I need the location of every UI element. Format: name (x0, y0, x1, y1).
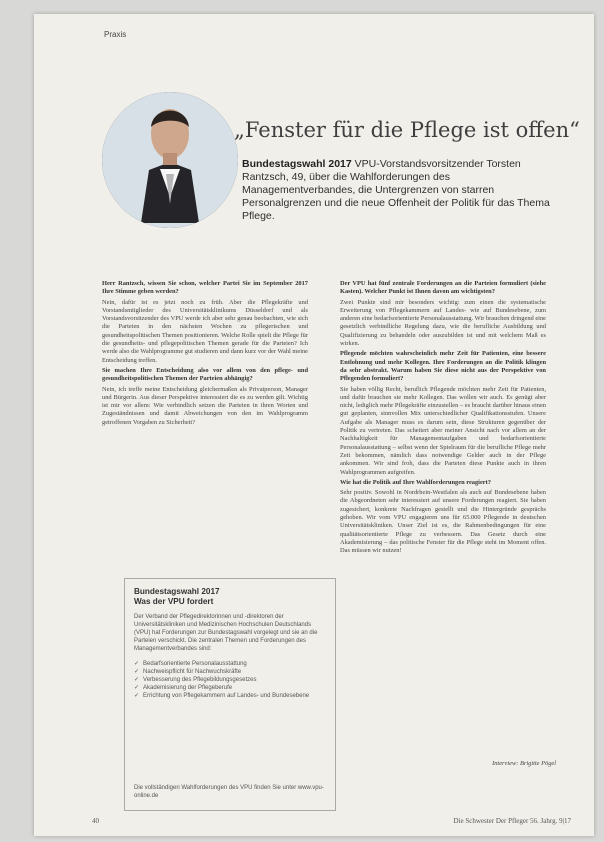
publication-info: Die Schwester Der Pfleger 56. Jahrg. 9|17 (453, 817, 571, 825)
right-article-column (340, 280, 546, 558)
page (34, 14, 594, 836)
requirement-item: ✓ Akademisierung der Pflegeberufe (134, 684, 326, 692)
requirements-list (134, 660, 326, 700)
box-body: Der Verband der Pflegedirektorinnen und -direktoren der Universitätskliniken und Medizinischen Hochschulen Deutschlands (VPU) hat Forderungen zur Bundestagswahl vorgelegt und sie an die Parteien verschickt. Die zentralen Themen und Forderungen des Managementverbandes sind: (134, 614, 318, 652)
requirement-item: ✓ Errichtung von Pflegekammern auf Landes- und Bundesebene (134, 692, 326, 700)
answer-3: Zwei Punkte sind mir besonders wichtig: zum einen die systematische Erweiterung von Pflegekammern auf Landes- wie auf Bundesebene, zum anderen eine bedarfsorientierte Personalausstattung. Wir brauchen dringend eine gesetzlich verbindliche Regelung dazu, wie die berufliche Ausbildung und Qualifizierung zu behandeln oder auszubilden ist und mit welchem Maß es wirken. (340, 298, 546, 348)
intro-text (242, 158, 560, 223)
requirement-item: ✓ Bedarfsorientierte Personalausstattung (134, 660, 326, 668)
left-article-column (102, 280, 308, 429)
requirement-item: ✓ Verbesserung des Pflegebildungsgesetzes (134, 676, 326, 684)
answer-4: Sie haben völlig Recht, beruflich Pflegende möchten mehr Zeit für Patienten, und dafür brauchen sie mehr Kollegen. Das wollen wir auch. Es genügt aber nicht, lediglich mehr Pflegekräfte einzustellen – es braucht darüber hinaus einen gut geplanten, sinnvollen Mix unterschiedlicher Qualifikationsstufen. Unsere Aufgabe als Manager muss es darum sein, diese Strukturen gegenüber der Politik zu vertreten. Das scheitert aber meiner Ansicht nach vor allem an der Nachhaltigkeit für Managementaufgaben und bedarfsorientierte Personalausstattung – selbst wenn der Spielraum für die berufliche Pflege mehr Zeit bekommen, nämlich dass notwendige Gelder auch in der Pflege ankommen. Wir sind froh, dass die Parteien diese Punkte auch in ihren Wahlprogrammen aufgreifen. (340, 385, 546, 476)
box-footer: Die vollständigen Wahlforderungen des VPU finden Sie unter www.vpu-online.de (134, 785, 324, 799)
question-5: Wie hat die Politik auf Ihre Wahlforderungen reagiert? (340, 478, 491, 486)
sidebar-box (124, 578, 336, 811)
answer-1: Nein, dafür ist es jetzt noch zu früh. Aber die Pflegekräfte und Vorstandsmitglieder des Universitätsklinikums Düsseldorf und als Vorstandsvorsitzender des VPU werde ich aber sehr genau beobachten, wie sich die Parteien in den nächsten Wochen zu pflegerischen und gesundheitspolitischen Themen positionieren. Welche Rolle spielt die Pflege für die gesundheits- und pflegepolitischen Themen gerade für die Parteien? Ich werde also die Wahlprogramme gut studieren und dann kurz vor der Wahl meine Entscheidung treffen. (102, 298, 309, 364)
page-number: 40 (92, 817, 99, 825)
box-title-line-2: Was der VPU fordert (134, 597, 214, 606)
section-label: Praxis (104, 30, 127, 39)
intro-body: VPU-Vorstandsvorsitzender Torsten Rantzsch, 49, über die Wahlforderungen des Managementverbandes, die Untergrenzen von starren Personalgrenzen und die neue Offenheit der Politik für das Thema Pflege. (242, 158, 550, 222)
intro-lead: Bundestagswahl 2017 (242, 158, 352, 170)
answer-5: Sehr positiv. Sowohl in Nordrhein-Westfalen als auch auf Bundesebene haben die Abgeordneten sehr interessiert auf unsere Forderungen reagiert. Sie haben zugesichert, konkrete Nachfragen gestellt und die Hintergründe gesprächs gehoben. Wir vom VPU engagieren uns für 65.000 Pflegende in deutschen Universitätskliniken. Unser Ziel ist es, die Rahmenbedingungen für eine qualitätsorientierte Pflege zu verbessern. Das Gesetz durch eine Akademisierung – das politische Fenster für die Pflege steht im Moment offen. Das müssen wir nutzen! (340, 489, 546, 555)
question-4: Pflegende möchten wahrscheinlich mehr Zeit für Patienten, eine bessere Entlohnung und mehr Kollegen. Ihre Forderungen an die Politik klingen da sehr abstrakt. Warum haben Sie diese nicht aus der Perspektive von Pflegenden formuliert? (340, 350, 546, 383)
interview-credit: Interview: Brigitte Pögel (492, 760, 556, 767)
portrait-image (102, 92, 238, 228)
question-3: Der VPU hat fünf zentrale Forderungen an die Parteien formuliert (siehe Kasten). Welcher Punkt ist Ihnen davon am wichtigsten? (340, 280, 546, 296)
answer-2: Nein, ich treffe meine Entscheidung gleichermaßen als Privatperson, Manager und Bürgerin. Aus dieser Perspektive interessiert die es zu werden gilt. Wichtig ist mir vor allem: Wie verbindlich setzen die Parteien in ihren Worten und Zugeständnissen und damit Abweichungen von den im Wahlprogramm getroffenen Vorgaben zu Sicherheit? (102, 385, 308, 426)
requirement-item: ✓ Nachweispflicht für Nachwuchskräfte (134, 668, 326, 676)
box-title-line-1: Bundestagswahl 2017 (134, 587, 220, 596)
headline: „Fenster für die Pflege ist offen“ (234, 118, 580, 142)
question-2: Sie machen Ihre Entscheidung also vor allem von den pflege- und gesundheitspolitischen Themen der Parteien abhängig? (102, 366, 308, 383)
question-1: Herr Rantzsch, wissen Sie schon, welcher Partei Sie im September 2017 Ihre Stimme geben werden? (102, 280, 308, 296)
